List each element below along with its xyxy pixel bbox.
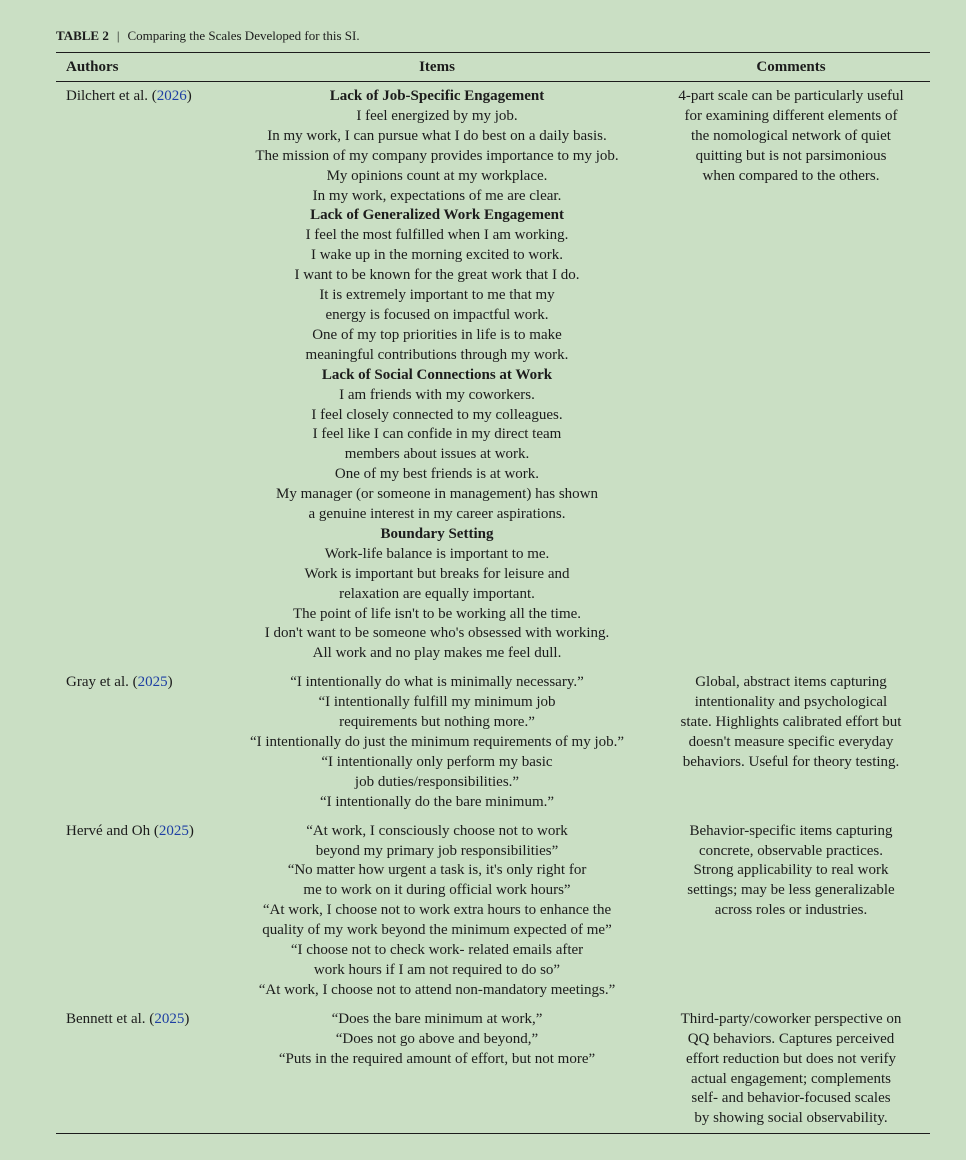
author-name: Gray et al. ( — [66, 674, 138, 691]
comment-line: quitting but is not parsimonious — [695, 147, 887, 164]
scale-item: “Does the bare minimum at work,” — [331, 1010, 543, 1027]
scale-item: My manager (or someone in management) has shown — [276, 486, 598, 503]
scale-item: “I intentionally do what is minimally necessary.” — [290, 674, 584, 691]
comment-line: intentionality and psychological — [694, 694, 888, 711]
scale-item: One of my top priorities in life is to make — [312, 326, 562, 343]
comments-cell — [652, 673, 930, 821]
scale-item: “I intentionally fulfill my minimum job — [318, 694, 556, 711]
comment-line: Third-party/coworker perspective on — [680, 1010, 902, 1027]
comment-line: state. Highlights calibrated effort but — [680, 714, 902, 731]
scale-item: “At work, I consciously choose not to work — [306, 822, 568, 839]
table-label: TABLE 2 — [56, 28, 109, 43]
subscale-heading: Lack of Social Connections at Work — [321, 366, 553, 383]
table-caption — [56, 26, 930, 52]
comment-line: by showing social observability. — [694, 1110, 888, 1127]
author-cell — [56, 82, 222, 674]
caption-separator: | — [116, 28, 120, 43]
header-comments: Comments — [652, 53, 930, 82]
scale-item: I feel the most fulfilled when I am working. — [305, 227, 569, 244]
scale-item: relaxation are equally important. — [339, 585, 535, 602]
author-close-paren: ) — [188, 822, 194, 839]
scale-item: Work-life balance is important to me. — [324, 545, 550, 562]
scale-item: One of my best friends is at work. — [334, 466, 540, 483]
scale-item: I feel energized by my job. — [356, 107, 518, 124]
comment-line: settings; may be less generalizable — [687, 882, 895, 899]
items-cell — [222, 82, 652, 674]
scale-item: “At work, I choose not to attend non-mandatory meetings.” — [258, 981, 616, 998]
scale-item: I don't want to be someone who's obsessed with working. — [264, 625, 610, 642]
table-body — [56, 82, 930, 1134]
subscale-heading: Lack of Generalized Work Engagement — [310, 207, 564, 224]
author-close-paren: ) — [184, 1010, 190, 1027]
scale-item: I feel closely connected to my colleagues. — [311, 406, 563, 423]
header-authors: Authors — [56, 53, 222, 82]
citation-year-link[interactable]: 2025 — [154, 1010, 185, 1027]
comment-line: when compared to the others. — [702, 167, 880, 184]
author-close-paren: ) — [167, 674, 173, 691]
comment-line: effort reduction but does not verify — [685, 1050, 897, 1067]
comment-line: across roles or industries. — [714, 902, 868, 919]
scale-item: meaningful contributions through my work. — [305, 346, 569, 363]
author-cell — [56, 1010, 222, 1134]
scale-item: The mission of my company provides importance to my job. — [255, 147, 619, 164]
comment-line: actual engagement; complements — [691, 1070, 891, 1087]
scale-item: energy is focused on impactful work. — [325, 306, 549, 323]
scale-item: members about issues at work. — [344, 446, 530, 463]
author-name: Hervé and Oh ( — [66, 822, 159, 839]
table-row — [56, 1010, 930, 1134]
author-name: Dilchert et al. ( — [66, 88, 157, 104]
comment-line: 4-part scale can be particularly useful — [678, 88, 904, 104]
table-row — [56, 82, 930, 674]
scale-item: “I intentionally only perform my basic — [321, 753, 553, 770]
subscale-heading: Lack of Job-Specific Engagement — [329, 88, 545, 104]
scale-item: beyond my primary job responsibilities” — [315, 842, 559, 859]
scale-item: In my work, expectations of me are clear. — [312, 187, 562, 204]
scale-item: “I intentionally do just the minimum requirements of my job.” — [249, 734, 625, 750]
comments-cell — [652, 822, 930, 1010]
comments-cell — [652, 1010, 930, 1134]
comment-line: Strong applicability to real work — [693, 862, 889, 879]
table-header-row — [56, 53, 930, 82]
caption-text: Comparing the Scales Developed for this SI. — [127, 28, 360, 43]
subscale-heading: Boundary Setting — [380, 525, 494, 542]
scale-item: In my work, I can pursue what I do best on a daily basis. — [267, 127, 607, 144]
scale-item: me to work on it during official work hours” — [303, 882, 571, 899]
scale-item: I feel like I can confide in my direct team — [312, 426, 562, 443]
comment-line: QQ behaviors. Captures perceived — [687, 1030, 895, 1047]
comment-line: doesn't measure specific everyday — [688, 734, 894, 750]
items-cell — [222, 1010, 652, 1134]
author-close-paren: ) — [186, 88, 192, 104]
scale-item: requirements but nothing more.” — [339, 714, 535, 731]
scale-item: All work and no play makes me feel dull. — [312, 645, 562, 662]
comment-line: for examining different elements of — [684, 107, 898, 124]
comment-line: concrete, observable practices. — [698, 842, 884, 859]
scale-item: work hours if I am not required to do so” — [313, 961, 561, 978]
scale-item: “Does not go above and beyond,” — [335, 1030, 539, 1047]
scale-item: I want to be known for the great work that I do. — [294, 267, 580, 284]
scale-item: I am friends with my coworkers. — [339, 386, 535, 403]
table-row — [56, 822, 930, 1010]
table-row — [56, 673, 930, 821]
comment-line: self- and behavior-focused scales — [691, 1090, 891, 1107]
comparison-table — [56, 52, 930, 1134]
citation-year-link[interactable]: 2025 — [158, 822, 189, 839]
scale-item: My opinions count at my workplace. — [326, 167, 548, 184]
author-cell — [56, 822, 222, 1010]
comment-line: Global, abstract items capturing — [695, 674, 887, 691]
author-name: Bennett et al. ( — [66, 1010, 155, 1027]
comment-line: behaviors. Useful for theory testing. — [682, 753, 900, 770]
scale-item: “Puts in the required amount of effort, but not more” — [278, 1050, 596, 1067]
items-cell — [222, 822, 652, 1010]
citation-year-link[interactable]: 2026 — [156, 88, 187, 104]
header-items: Items — [222, 53, 652, 82]
scale-item: “At work, I choose not to work extra hours to enhance the — [262, 902, 612, 919]
scale-item: quality of my work beyond the minimum expected of me” — [262, 922, 612, 939]
comments-cell — [652, 82, 930, 674]
scale-item: Work is important but breaks for leisure and — [304, 565, 570, 582]
scale-item: job duties/responsibilities.” — [354, 773, 520, 790]
scale-item: It is extremely important to me that my — [319, 287, 555, 304]
scale-item: “I intentionally do the bare minimum.” — [319, 793, 555, 810]
comment-line: Behavior-specific items capturing — [689, 822, 893, 839]
scale-item: a genuine interest in my career aspirations. — [308, 506, 566, 523]
comment-line: the nomological network of quiet — [691, 127, 891, 144]
scale-item: “No matter how urgent a task is, it's only right for — [287, 862, 587, 879]
citation-year-link[interactable]: 2025 — [137, 674, 168, 691]
author-cell — [56, 673, 222, 821]
scale-item: The point of life isn't to be working all the time. — [292, 605, 582, 622]
items-cell — [222, 673, 652, 821]
table-container — [56, 26, 930, 1134]
scale-item: I wake up in the morning excited to work. — [310, 247, 564, 264]
scale-item: “I choose not to check work- related emails after — [290, 942, 584, 959]
